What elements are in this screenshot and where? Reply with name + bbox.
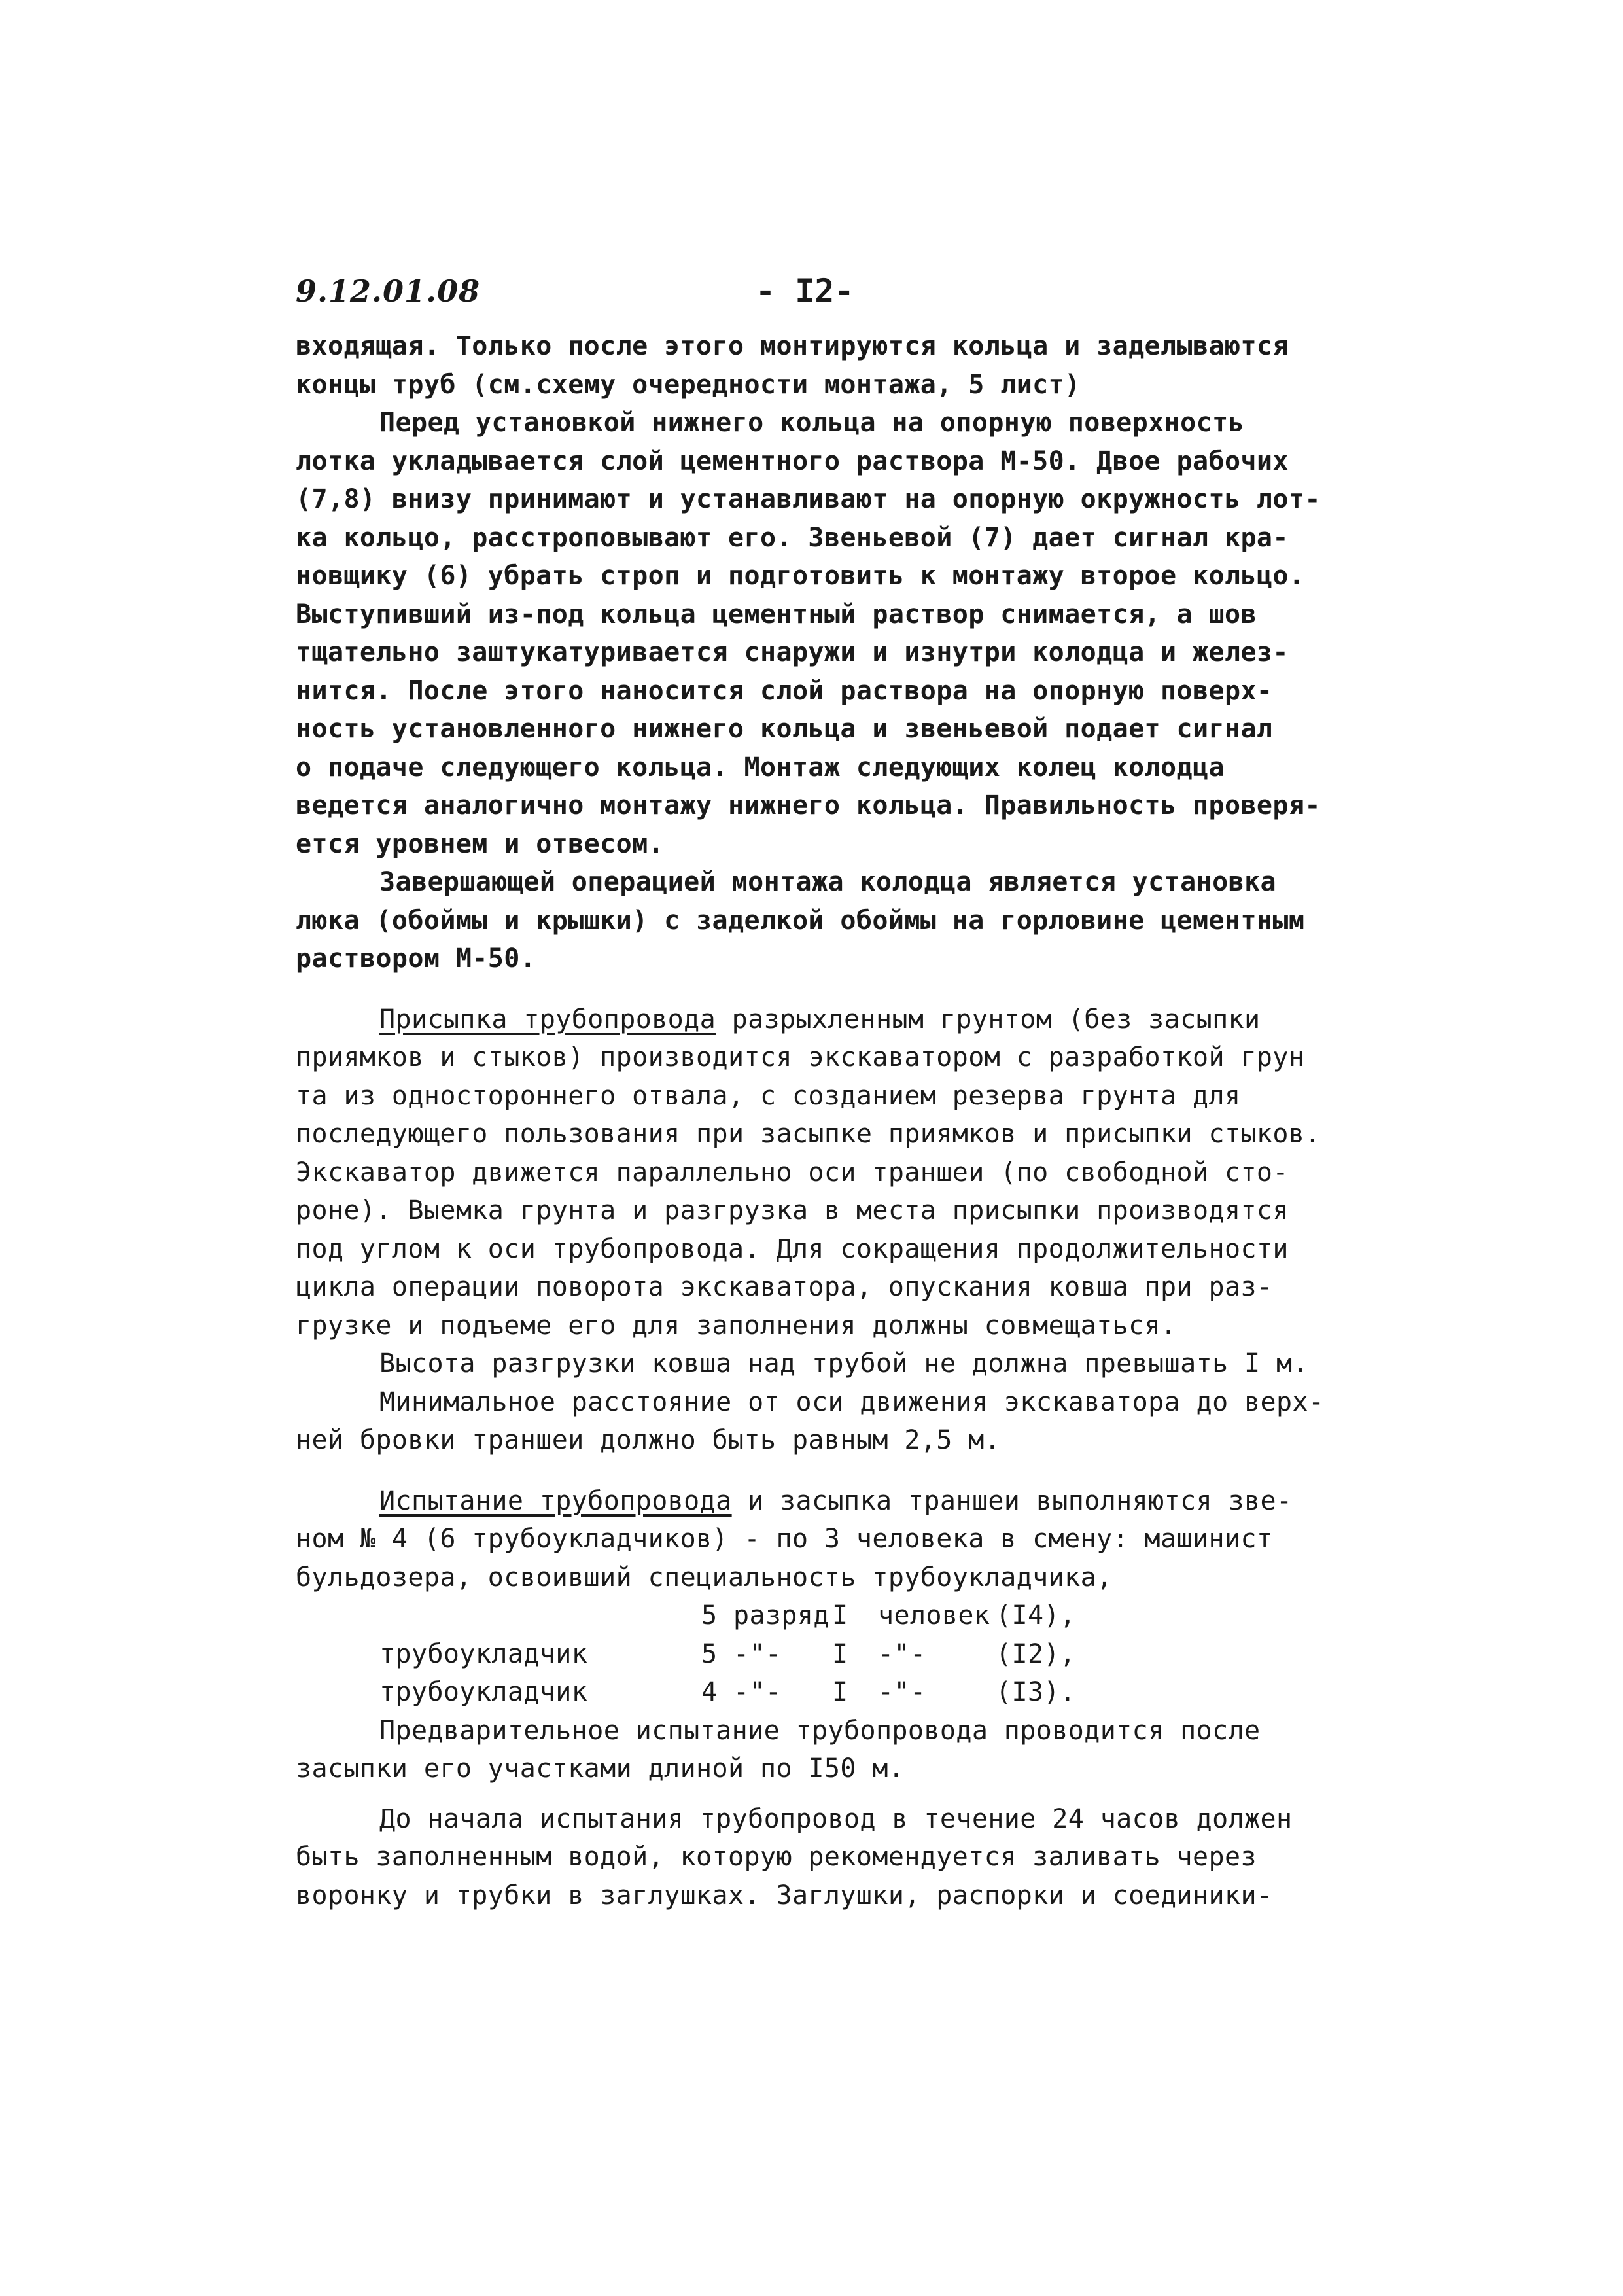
text-line: бульдозера, освоивший специальность трубоукладчика,: [296, 1562, 1113, 1593]
text-line: (7,8) внизу принимают и устанавливают на опорную окружность лот-: [296, 484, 1321, 514]
crew-count: I: [832, 1677, 848, 1707]
text-line: новщику (6) убрать строп и подготовить к монтажу второе кольцо.: [296, 561, 1305, 591]
text-line: лотка укладывается слой цементного раствора М-50. Двое рабочих: [296, 446, 1289, 476]
text-line: быть заполненным водой, которую рекомендуется заливать через: [296, 1842, 1257, 1872]
text-line: грузке и подъеме его для заполнения должны совмещаться.: [296, 1310, 1177, 1341]
crew-count: I: [832, 1638, 848, 1669]
text-line: о подаче следующего кольца. Монтаж следующих колец колодца: [296, 752, 1225, 783]
crew-unit: -"-: [878, 1677, 926, 1707]
text-line: [296, 1000, 1316, 1039]
paragraph-hatch-installation: [296, 863, 1316, 978]
crew-number: (I2),: [996, 1638, 1076, 1669]
text-fragment: разрыхленным грунтом (без засыпки: [716, 1004, 1261, 1034]
text-line: воронку и трубки в заглушках. Заглушки, распорки и соединики-: [296, 1880, 1273, 1911]
crew-number: (I3).: [996, 1677, 1076, 1707]
text-line: Завершающей операцией монтажа колодца является установка: [379, 867, 1276, 897]
crew-number: (I4),: [996, 1600, 1076, 1631]
crew-row: [296, 1597, 1316, 1635]
text-line: засыпки его участками длиной по I50 м.: [296, 1754, 905, 1784]
section-term-backfill: Присыпка трубопровода: [379, 1004, 716, 1034]
crew-role: трубоукладчик: [379, 1677, 588, 1707]
text-line: концы труб (см.схему очередности монтажа, 5 лист): [296, 369, 1081, 400]
text-line: входящая. Только после этого монтируются кольца и заделываются: [296, 331, 1289, 361]
text-line: Экскаватор движется параллельно оси траншеи (по свободной сто-: [296, 1157, 1289, 1188]
text-line: та из одностороннего отвала, с созданием резерва грунта для: [296, 1080, 1241, 1111]
text-line: ведется аналогично монтажу нижнего кольца. Правильность проверя-: [296, 790, 1321, 821]
paragraph-lower-ring-installation: [296, 404, 1321, 863]
page-number: - I2-: [756, 272, 854, 310]
text-line: нится. После этого наносится слой раствора на опорную поверх-: [296, 675, 1273, 706]
crew-role: [296, 1597, 701, 1635]
text-line: раствором М-50.: [296, 944, 536, 974]
text-line: До начала испытания трубопровод в течение 24 часов должен: [379, 1803, 1293, 1834]
document-code: 9.12.01.08: [296, 274, 481, 309]
text-line: ется уровнем и отвесом.: [296, 828, 665, 859]
paragraph-pipeline-testing: [296, 1482, 1316, 1597]
text-line: Выступивший из-под кольца цементный раствор снимается, а шов: [296, 599, 1257, 629]
spacer: [296, 1788, 1316, 1800]
paragraph-preliminary-test: [296, 1712, 1316, 1788]
section-term-testing: Испытание трубопровода: [379, 1485, 732, 1516]
text-line: тщательно заштукатуривается снаружи и изнутри колодца и желез-: [296, 637, 1289, 667]
crew-role: трубоукладчик: [379, 1638, 588, 1669]
crew-count: I: [832, 1600, 848, 1631]
text-line: Минимальное расстояние от оси движения экскаватора до верх-: [379, 1386, 1325, 1417]
paragraph-installation-order: [296, 327, 1316, 404]
crew-unit: -"-: [878, 1638, 926, 1669]
crew-grade: 5 -"-: [701, 1638, 782, 1669]
paragraph-water-filling: [296, 1800, 1316, 1915]
text-line: цикла операции поворота экскаватора, опускания ковша при раз-: [296, 1272, 1273, 1302]
text-line: роне). Выемка грунта и разгрузка в места присыпки производятся: [296, 1195, 1289, 1226]
text-fragment: и засыпка траншеи выполняются зве-: [731, 1485, 1293, 1516]
crew-row: [296, 1673, 1316, 1712]
text-line: Предварительное испытание трубопровода проводится после: [379, 1715, 1261, 1746]
crew-row: [296, 1635, 1316, 1674]
paragraph-unload-height: [296, 1345, 1316, 1383]
text-line: под углом к оси трубопровода. Для сокращения продолжительности: [296, 1233, 1289, 1264]
text-line: люка (обоймы и крышки) с заделкой обоймы на горловине цементным: [296, 905, 1305, 936]
document-body: [296, 327, 1325, 1915]
text-line: последующего пользования при засыпке приямков и присыпки стыков.: [296, 1119, 1321, 1149]
crew-grade: 4 -"-: [701, 1677, 782, 1707]
spacer: [296, 1460, 1316, 1482]
spacer: [296, 978, 1316, 1000]
text-line: ность установленного нижнего кольца и звеньевой подает сигнал: [296, 714, 1273, 744]
text-line: ней бровки траншеи должно быть равным 2,5 м.: [296, 1425, 1001, 1455]
crew-unit: человек: [878, 1600, 990, 1631]
text-line: Высота разгрузки ковша над трубой не должна превышать I м.: [379, 1349, 1308, 1379]
crew-table: [296, 1597, 1316, 1712]
paragraph-min-distance: [296, 1383, 1325, 1460]
text-line: ка кольцо, расстроповывают его. Звеньевой (7) дает сигнал кра-: [296, 522, 1289, 553]
crew-grade: 5 разряд: [701, 1600, 829, 1631]
text-line: ном № 4 (6 трубоукладчиков) - по 3 человека в смену: машинист: [296, 1524, 1273, 1554]
text-line: Перед установкой нижнего кольца на опорную поверхность: [379, 408, 1245, 438]
text-line: [296, 1482, 1316, 1521]
paragraph-pipeline-backfill: [296, 1000, 1321, 1345]
text-line: приямков и стыков) производится экскаватором с разработкой грун: [296, 1042, 1305, 1072]
